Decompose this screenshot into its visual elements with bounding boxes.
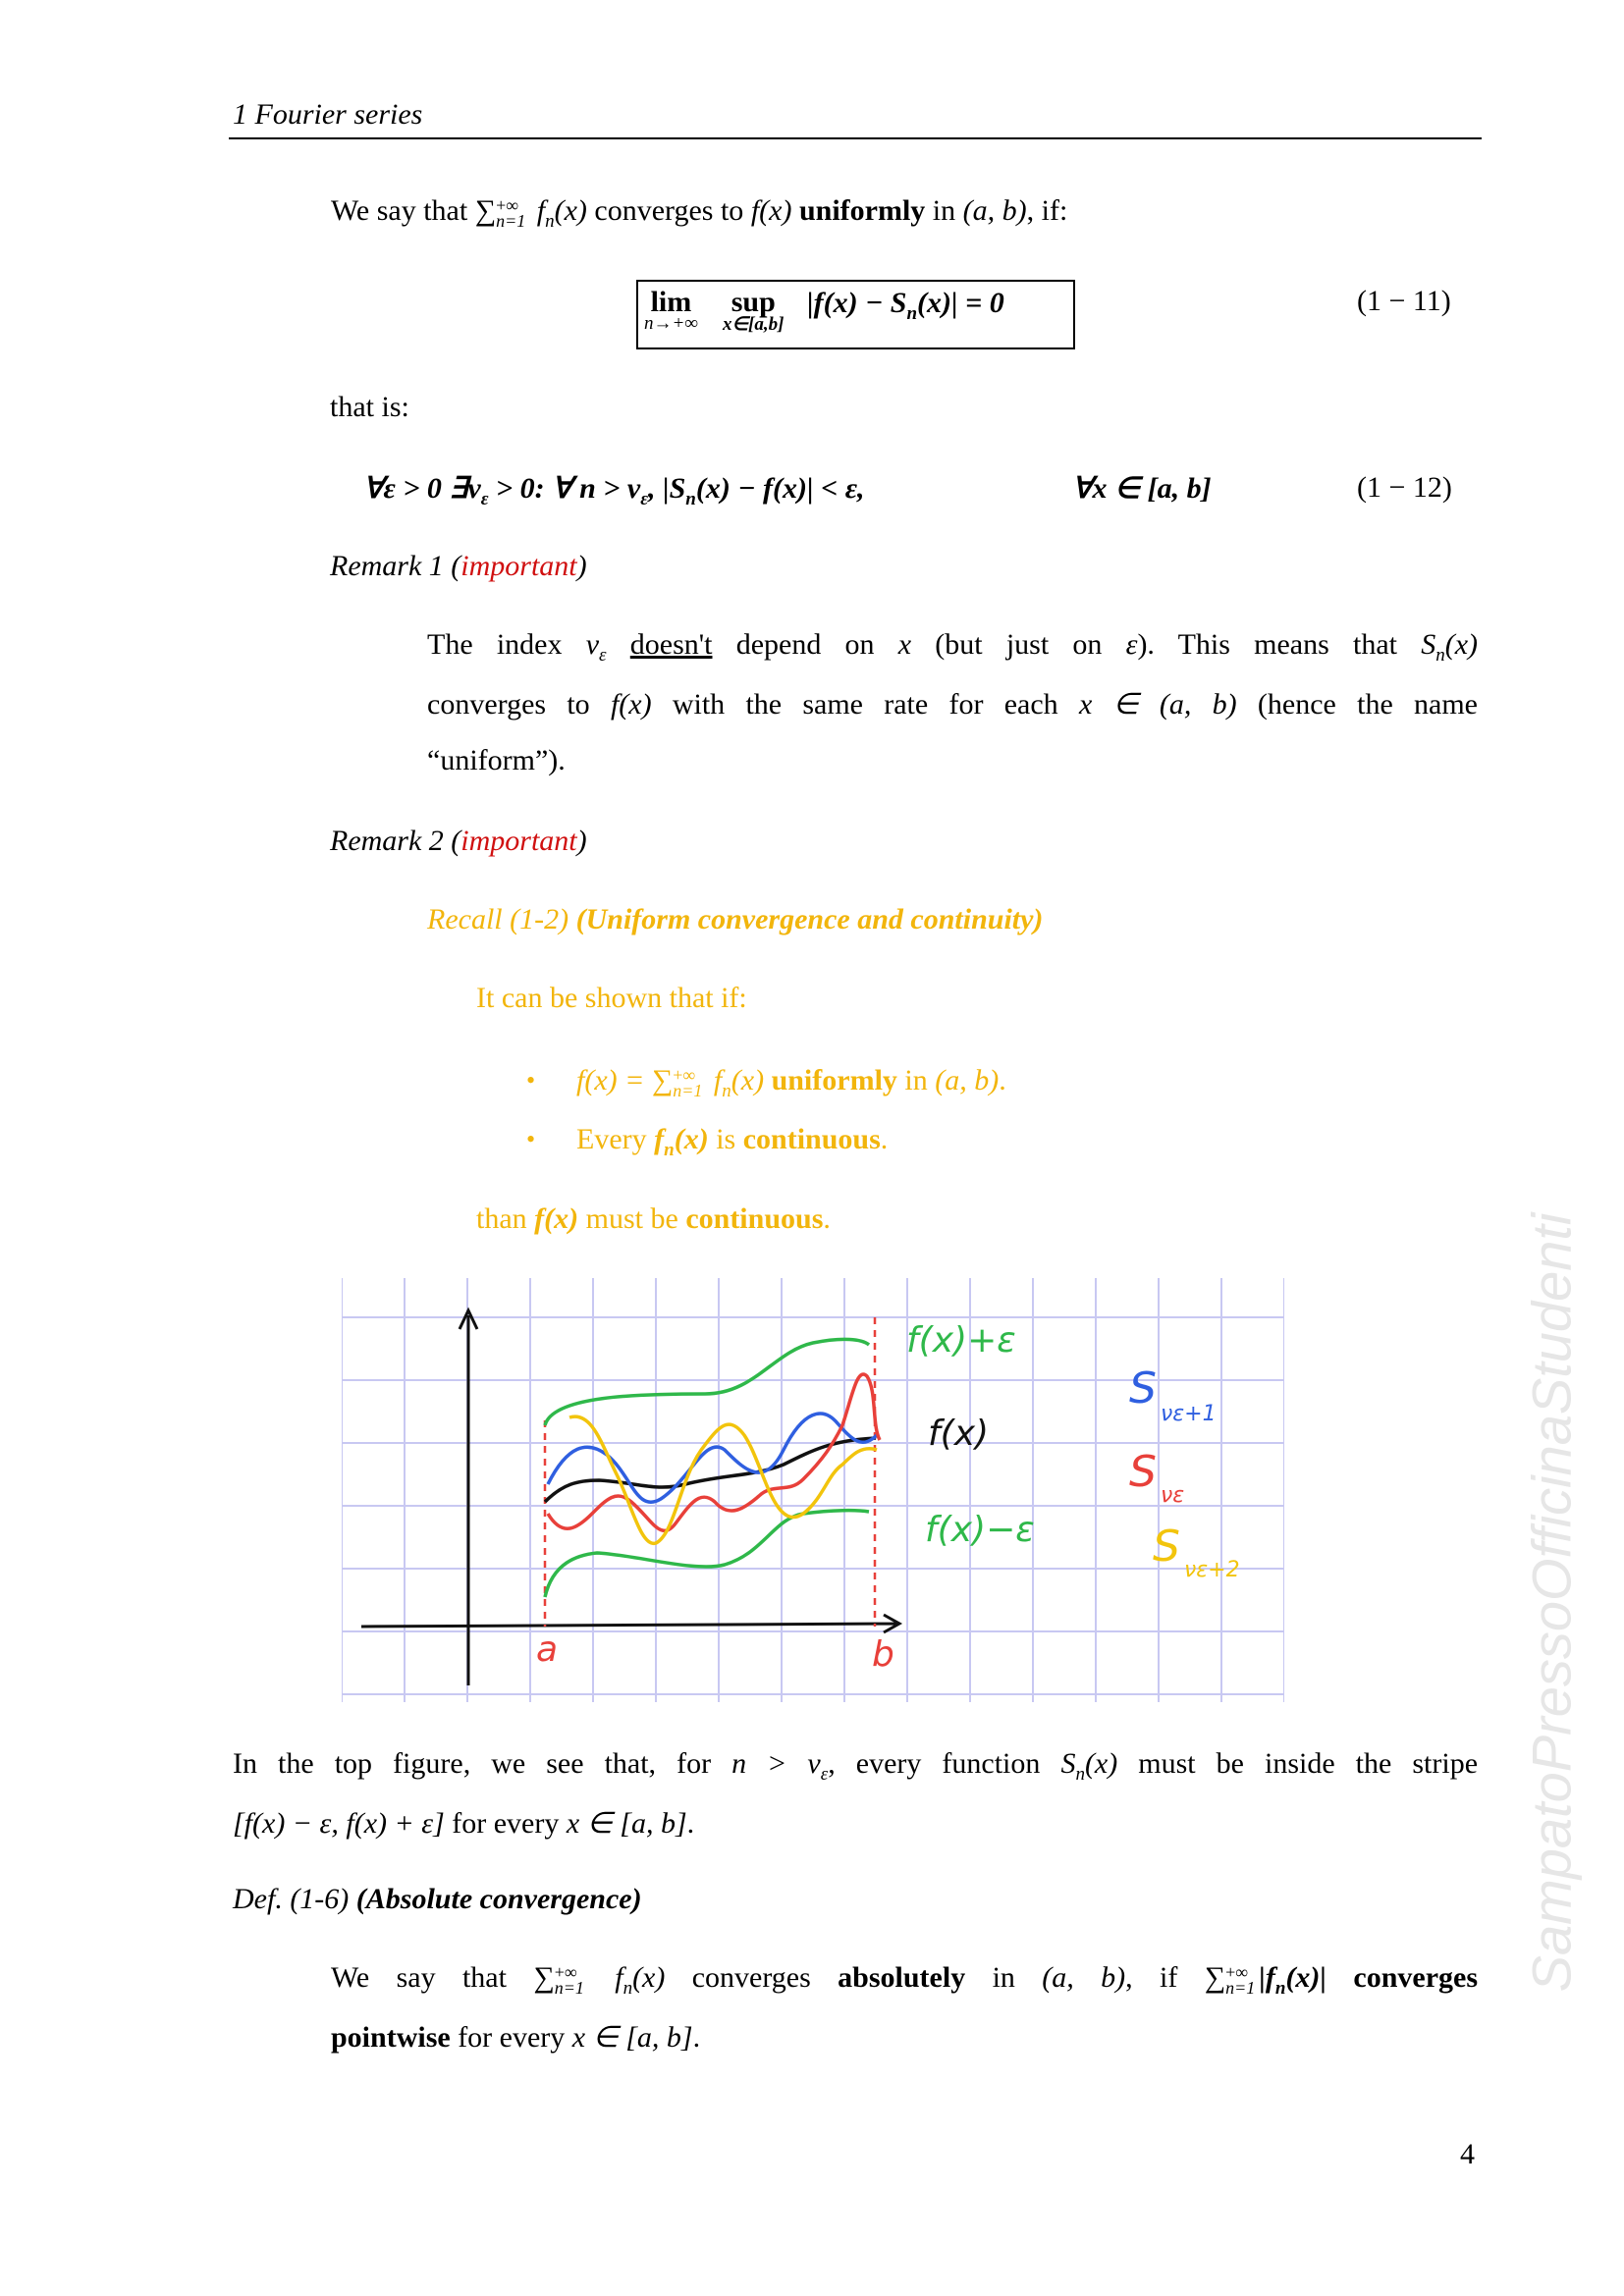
text: in — [896, 1064, 936, 1096]
text: (but just on — [911, 628, 1126, 661]
running-header: 1 Fourier series — [233, 98, 423, 131]
math: |f(x) − S — [807, 287, 907, 319]
uniform-definition — [331, 194, 1067, 233]
text: “uniform”). — [427, 744, 566, 776]
equation-1-12 — [363, 471, 865, 510]
math: n — [685, 489, 696, 509]
math: f(x) — [750, 194, 792, 227]
math: ε — [640, 489, 648, 509]
label-s-red-sub: νε — [1161, 1483, 1185, 1508]
text: must be — [578, 1202, 686, 1235]
equation-number: (1 − 11) — [1357, 285, 1451, 317]
remark-1-line — [427, 628, 1478, 667]
math: f(x) — [534, 1202, 579, 1235]
bullet-item — [576, 1064, 1006, 1102]
bold-text: converges — [1326, 1961, 1479, 1994]
text: for every — [450, 2021, 572, 2054]
absolute-convergence-line — [331, 1961, 1478, 2000]
sum-upper: +∞ — [1225, 1962, 1249, 1983]
sum-upper: +∞ — [673, 1065, 696, 1086]
math: n — [1274, 1978, 1286, 1999]
text: We say that — [331, 194, 475, 227]
text: Every — [576, 1123, 655, 1155]
math: f — [587, 1961, 623, 1994]
math: (x) — [1084, 1747, 1118, 1780]
text: Remark 1 ( — [330, 550, 461, 582]
text: . — [999, 1064, 1006, 1096]
text: converges — [665, 1961, 839, 1994]
math: , |S — [648, 472, 686, 505]
text: that is: — [330, 391, 409, 423]
text: We say that — [331, 1961, 534, 1994]
math: x ∈ (a, b) — [1078, 688, 1237, 721]
sigma: ∑ — [651, 1064, 674, 1096]
text: must be inside the stripe — [1117, 1747, 1479, 1780]
math: |f — [1259, 1961, 1275, 1994]
math: (x) − f(x)| < ε, — [695, 472, 865, 505]
text: ) — [576, 825, 587, 857]
equation-1-11-box — [636, 280, 1075, 349]
sup-operator — [723, 286, 784, 336]
label-s-blue-sub: νε+1 — [1161, 1402, 1217, 1426]
text: . — [692, 2021, 701, 2054]
text: In the top figure, we see that, for — [233, 1747, 732, 1780]
text: depend on — [712, 628, 898, 661]
math: f — [654, 1123, 665, 1155]
header-rule — [229, 137, 1482, 139]
math: ν — [585, 628, 600, 661]
x-axis — [361, 1615, 899, 1632]
text: . — [686, 1807, 695, 1840]
math: n — [1075, 1764, 1085, 1785]
label-a: a — [536, 1629, 559, 1670]
text: important — [460, 825, 577, 857]
uniform-convergence-sketch — [342, 1278, 1284, 1702]
sum-limits — [1225, 1962, 1256, 1999]
text: for every — [444, 1807, 567, 1840]
remark-1-heading — [330, 550, 587, 583]
sum-lower: n=1 — [554, 1978, 584, 1999]
math: n — [545, 211, 555, 232]
text: with the same rate for each — [651, 688, 1079, 721]
text: than — [476, 1202, 535, 1235]
text: is — [708, 1123, 743, 1155]
math: (x) — [1444, 628, 1478, 661]
text: It can be shown that if: — [476, 982, 747, 1014]
lim: lim — [650, 286, 692, 318]
page-number: 4 — [1460, 2138, 1475, 2170]
math: n — [1435, 645, 1445, 666]
sum-symbol — [1204, 1961, 1260, 1999]
lim-operator — [644, 286, 698, 335]
text: The index — [427, 628, 586, 661]
sum-symbol — [651, 1064, 707, 1101]
text: , if — [1125, 1961, 1205, 1994]
sum-upper: +∞ — [496, 195, 519, 216]
label-b: b — [872, 1634, 894, 1675]
text: Remark 2 ( — [330, 825, 461, 857]
math: (x) — [554, 194, 587, 227]
math: f(x) = — [576, 1064, 652, 1096]
math: ∀x ∈ [a, b] — [1072, 472, 1212, 505]
equation-number: (1 − 12) — [1357, 471, 1452, 504]
label-lower-band: f(x)−ε — [925, 1510, 1035, 1550]
sum-limits — [554, 1962, 584, 1999]
math: S — [1421, 628, 1436, 661]
bullet-item — [576, 1123, 888, 1161]
bullet-icon: • — [526, 1125, 536, 1153]
math: ε — [599, 645, 607, 666]
figure-explanation-line — [233, 1806, 694, 1841]
math: f — [529, 194, 546, 227]
bold-text: (Absolute convergence) — [355, 1883, 642, 1915]
bold-text: uniformly — [791, 194, 926, 227]
text: converges to — [586, 194, 751, 227]
bold-text: pointwise — [331, 2021, 451, 2054]
math: (x) — [674, 1123, 709, 1155]
math: ε — [480, 489, 489, 509]
label-s-yellow: S — [1153, 1522, 1180, 1572]
text: in — [925, 194, 963, 227]
math: x ∈ [a, b] — [571, 2021, 693, 2054]
math: n — [906, 303, 918, 324]
math: (a, b) — [1042, 1961, 1126, 1994]
math: n — [664, 1140, 675, 1160]
sigma: ∑ — [533, 1961, 555, 1994]
absolute-convergence-line — [331, 2020, 700, 2055]
s-nu-eps-plus-2-curve — [569, 1416, 877, 1543]
text: important — [460, 550, 577, 582]
math: f — [706, 1064, 723, 1096]
math: f(x) — [610, 688, 652, 721]
y-axis — [460, 1310, 477, 1685]
math: (a, b) — [935, 1064, 1000, 1096]
math: n > ν — [731, 1747, 821, 1780]
sum-symbol — [533, 1961, 588, 1999]
definition-heading — [233, 1883, 642, 1916]
s-nu-eps-plus-1-curve — [548, 1414, 877, 1502]
text: , every function — [828, 1747, 1061, 1780]
equation-body — [807, 287, 1004, 325]
sum-symbol — [474, 194, 530, 232]
bullet-icon: • — [526, 1066, 536, 1095]
remark-1-line — [427, 687, 1478, 721]
watermark: SampatoPressoOfficinaStudenti — [1520, 1212, 1583, 1993]
label-s-blue: S — [1129, 1363, 1157, 1414]
math: S — [1060, 1747, 1076, 1780]
text: ) — [576, 550, 587, 582]
text: in — [965, 1961, 1043, 1994]
math: (x) — [632, 1961, 666, 1994]
text: (hence the name — [1236, 688, 1478, 721]
math: n — [722, 1081, 731, 1101]
text: ). This means that — [1137, 628, 1422, 661]
bold-text: (Uniform convergence and continuity) — [575, 903, 1044, 935]
math: x — [897, 628, 912, 661]
sum-lower: n=1 — [673, 1081, 703, 1101]
lim-sub: n→+∞ — [644, 313, 698, 334]
figure-explanation-line — [233, 1747, 1478, 1786]
math: (x)| = 0 — [917, 287, 1004, 319]
sup-sub: x∈[a,b] — [723, 314, 785, 335]
text: , if: — [1026, 194, 1068, 227]
math: (x) — [731, 1064, 765, 1096]
sum-limits — [496, 195, 526, 232]
label-f: f(x) — [928, 1414, 990, 1454]
bold-text: absolutely — [838, 1961, 966, 1994]
text: . — [880, 1123, 889, 1155]
sum-lower: n=1 — [1225, 1978, 1256, 1999]
math: ε — [1125, 628, 1138, 661]
sigma: ∑ — [474, 194, 497, 227]
bold-text: continuous — [685, 1202, 824, 1235]
conclusion-line — [476, 1202, 831, 1236]
math: > 0: ∀ n > ν — [488, 472, 641, 505]
recall-heading — [427, 903, 1043, 936]
label-upper-band: f(x)+ε — [906, 1320, 1016, 1361]
bold-text: uniformly — [764, 1064, 897, 1096]
remark-2-heading — [330, 825, 587, 858]
text: Recall (1-2) — [427, 903, 576, 935]
math: x ∈ [a, b] — [566, 1807, 687, 1840]
math: n — [623, 1978, 633, 1999]
label-s-red: S — [1129, 1447, 1157, 1497]
math: [f(x) − ε, f(x) + ε] — [233, 1807, 445, 1840]
text: . — [823, 1202, 831, 1235]
math: (a, b) — [962, 194, 1027, 227]
text: converges to — [427, 688, 611, 721]
sum-upper: +∞ — [554, 1962, 577, 1983]
underlined-text: doesn't — [629, 628, 713, 661]
sup: sup — [731, 286, 776, 318]
math: ε — [820, 1764, 829, 1785]
sigma: ∑ — [1204, 1961, 1226, 1994]
sum-limits — [673, 1065, 703, 1101]
label-s-yellow-sub: νε+2 — [1184, 1558, 1240, 1582]
sum-lower: n=1 — [496, 211, 526, 232]
bold-text: continuous — [742, 1123, 881, 1155]
text: Def. (1-6) — [233, 1883, 356, 1915]
math: ∀ε > 0 ∃ν — [363, 472, 481, 505]
math: (x)| — [1285, 1961, 1327, 1994]
